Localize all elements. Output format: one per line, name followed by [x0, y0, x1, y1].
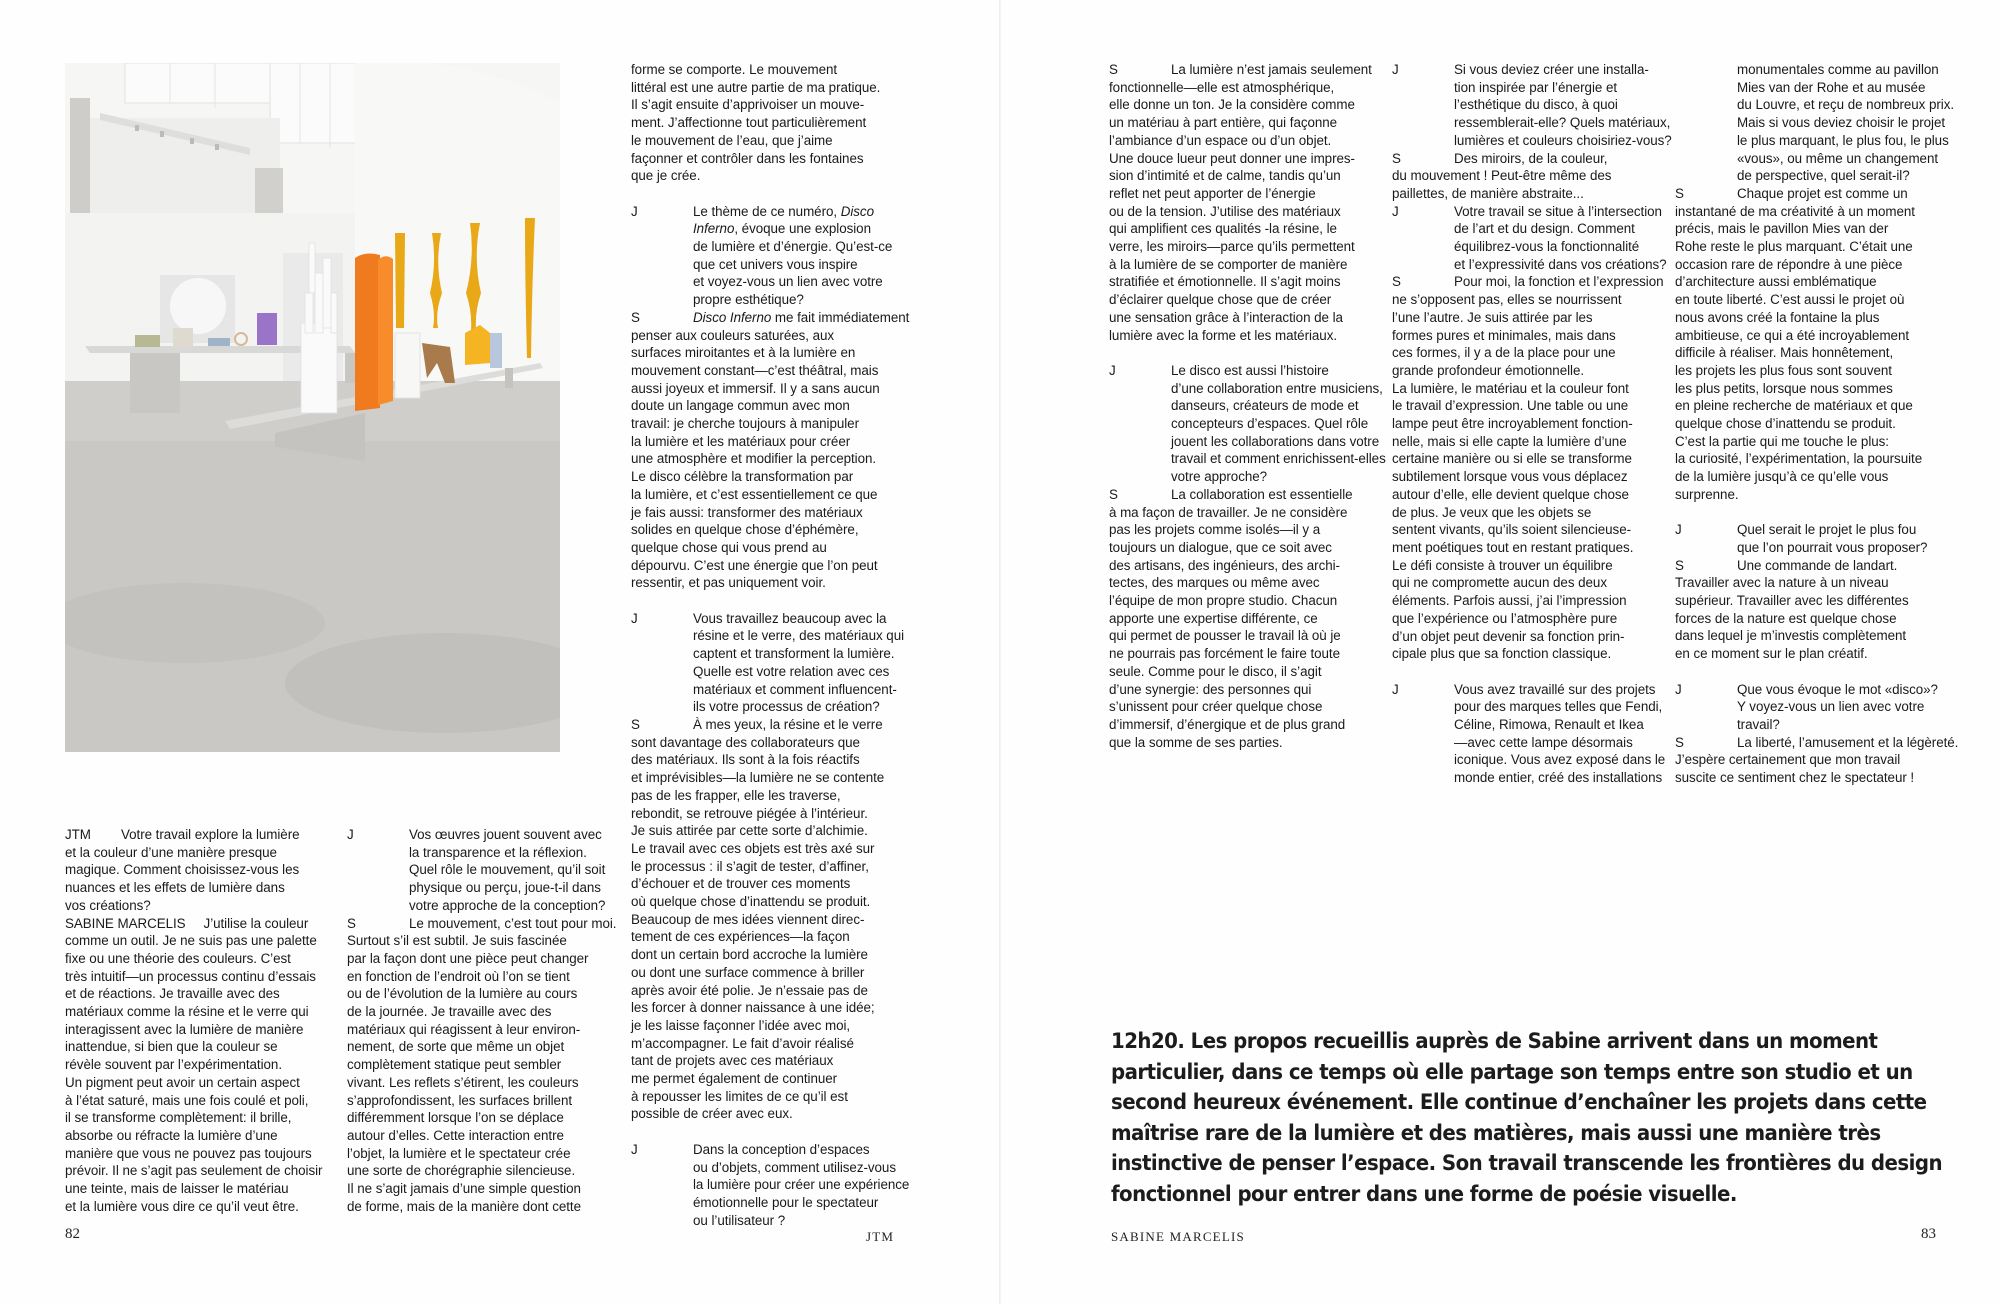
text-line: nelle, mais si elle capte la lumière d’une	[1392, 433, 1627, 449]
text-line: travail: je cherche toujours à manipuler	[631, 416, 859, 432]
speaker-line: J Quel serait le projet le plus fou	[1675, 522, 1917, 538]
text-line: forces de la nature est quelque chose	[1675, 610, 1897, 626]
text-line: très intuitif—un processus continu d’essais	[65, 968, 316, 984]
text-line: d’un objet peut devenir sa fonction prin-	[1392, 628, 1625, 644]
text-line: surfaces miroitantes et à la lumière en	[631, 345, 856, 361]
text-line: solides en quelque chose d’éphémère,	[631, 522, 859, 538]
text-line: tant de projets avec ces matériaux	[631, 1053, 834, 1069]
text-line: ment poétiques tout en restant pratiques.	[1392, 539, 1634, 555]
text-line: rebondit, se retrouve piégée à l’intérieur.	[631, 805, 868, 821]
text-line: les forcer à donner naissance à une idée;	[631, 1000, 875, 1016]
text-line: façonner et contrôler dans les fontaines	[631, 150, 864, 166]
lede-line: fonctionnel pour entrer dans une forme de poésie visuelle.	[1111, 1181, 1737, 1207]
text-line: d’une synergie: des personnes qui	[1109, 681, 1312, 697]
text-line: les plus petits, lorsque nous sommes	[1675, 380, 1893, 396]
text-line: reflet net peut apporter de l’énergie	[1109, 185, 1316, 201]
text-line: du mouvement ! Peut-être même des	[1392, 168, 1612, 184]
text-line: Beaucoup de mes idées viennent direc-	[631, 911, 865, 927]
text-line: pour des marques telles que Fendi,	[1454, 699, 1663, 715]
text-line: et voyez-vous un lien avec votre	[693, 274, 883, 290]
text-line: votre approche?	[1171, 469, 1268, 485]
text-line: différemment lorsque l’on se déplace	[347, 1110, 564, 1126]
speaker-line: J Vous travaillez beaucoup avec la	[631, 610, 887, 626]
text-line: nuances et les effets de lumière dans	[65, 880, 285, 896]
text-line: Inferno, évoque une explosion	[693, 221, 871, 237]
text-line: inattendue, si bien que la couleur se	[65, 1039, 278, 1055]
text-line: ne s’opposent pas, elles se nourrissent	[1392, 292, 1622, 308]
speaker-line: J Vos œuvres jouent souvent avec	[347, 827, 602, 842]
text-line: vivant. Les reflets s’étirent, les couleurs	[347, 1074, 579, 1090]
text-line: Le travail avec ces objets est très axé sur	[631, 840, 875, 856]
text-line: de la journée. Je travaille avec des	[347, 1004, 552, 1020]
text-line: monumentales comme au pavillon	[1737, 62, 1939, 77]
text-line: ou l’utilisateur ?	[693, 1212, 786, 1228]
text-line: ou de la tension. J’utilise des matériaux	[1109, 203, 1341, 219]
speaker-label: J	[631, 203, 638, 219]
text-line: à la lumière de se comporter de manière	[1109, 256, 1348, 272]
lede-line: maîtrise rare de la lumière et des matières, mais aussi une manière très	[1111, 1120, 1881, 1146]
text-line: une teinte, mais de laisser le matériau	[65, 1181, 289, 1197]
text-line: résine et le verre, des matériaux qui	[693, 628, 905, 644]
speaker-line: JTM Votre travail explore la lumière	[65, 827, 300, 842]
text-line: ambitieuse, ce qui a été incroyablement	[1675, 327, 1910, 343]
text-line: de lumière et d’énergie. Qu’est-ce	[693, 239, 893, 255]
text-line: qui amplifient ces qualités -la résine, le	[1109, 221, 1337, 237]
text-line: sentent vivants, qu’ils soient silencieuse-	[1392, 522, 1632, 538]
paragraph-gap	[631, 592, 921, 610]
text-line: iconique. Vous avez exposé dans le	[1454, 752, 1666, 768]
text-line: J’espère certainement que mon travail	[1675, 752, 1901, 768]
text-line: d’architecture aussi emblématique	[1675, 274, 1877, 290]
text-line: ou dont une surface commence à briller	[631, 964, 865, 980]
speaker-label: J	[1392, 62, 1399, 77]
text-line: et de réactions. Je travaille avec des	[65, 986, 280, 1002]
text-line: à l’état saturé, mais une fois coulé et poli,	[65, 1092, 309, 1108]
text-line: nement, de sorte que même un objet	[347, 1039, 565, 1055]
text-line: en ce moment sur le plan créatif.	[1675, 646, 1868, 662]
text-line: paillettes, de manière abstraite...	[1392, 185, 1584, 201]
text-line: et la lumière vous dire ce qu’il veut être.	[65, 1198, 299, 1214]
text-line: physique ou perçu, joue-t-il dans	[409, 880, 601, 896]
text-line: Le défi consiste à trouver un équilibre	[1392, 557, 1613, 573]
text-line: et imprévisibles—la lumière ne se contente	[631, 770, 885, 786]
text-line: concepteurs d’espaces. Quel rôle	[1171, 416, 1369, 432]
speaker-label: J	[631, 610, 638, 626]
text-line: Quelle est votre relation avec ces	[693, 663, 890, 679]
speaker-label: S	[1675, 557, 1684, 573]
speaker-label: S	[1392, 274, 1401, 290]
text-line: le travail d’expression. Une table ou une	[1392, 398, 1629, 414]
text-line: elle donne un ton. Je la considère comme	[1109, 97, 1355, 113]
text-line: le plus marquant, le plus fou, le plus	[1737, 132, 1949, 148]
text-line: ou d’objets, comment utilisez-vous	[693, 1159, 896, 1175]
text-line: ils votre processus de création?	[693, 699, 880, 715]
speaker-label: S	[1109, 62, 1118, 77]
text-line: interagissent avec la lumière de manière	[65, 1021, 304, 1037]
speaker-line: S Le mouvement, c’est tout pour moi.	[347, 915, 617, 931]
speaker-line: S La liberté, l’amusement et la légèreté.	[1675, 734, 1959, 750]
text-line: une sensation grâce à l’interaction de la	[1109, 309, 1343, 325]
text-line: mouvement constant—c’est théâtral, mais	[631, 362, 879, 378]
text-line: le mouvement de l’eau, que j’aime	[631, 132, 833, 148]
lede-line: 12h20. Les propos recueillis auprès de Sabine arrivent dans un moment	[1111, 1029, 1878, 1054]
text-line: monde entier, créé des installations	[1454, 770, 1663, 786]
text-line: ressemblerait-elle? Quels matériaux,	[1454, 115, 1671, 131]
text-line: de forme, mais de la manière dont cette	[347, 1198, 581, 1214]
text-line: dont un certain bord accroche la lumière	[631, 947, 868, 963]
text-line: ne pourrais pas forcément le faire toute	[1109, 646, 1340, 662]
text-line: émotionnelle pour le spectateur	[693, 1194, 879, 1210]
text-line: toujours un dialogue, que ce soit avec	[1109, 539, 1332, 555]
text-line: me permet également de continuer	[631, 1071, 838, 1087]
text-line: travail?	[1737, 716, 1780, 732]
speaker-line: J Votre travail se situe à l’intersection	[1392, 203, 1662, 219]
page-number-right: 83	[1921, 1226, 1936, 1242]
text-line: autour d’elles. Cette interaction entre	[347, 1127, 564, 1143]
text-line: sion d’intimité et de calme, tandis qu’un	[1109, 168, 1341, 184]
text-line: de perspective, quel serait-il?	[1737, 168, 1910, 184]
paragraph-gap	[1675, 663, 1965, 681]
interview-column-6	[1675, 61, 1965, 787]
text-line: instantané de ma créativité à un moment	[1675, 203, 1915, 219]
text-line: Céline, Rimowa, Renault et Ikea	[1454, 717, 1644, 732]
text-line: une atmosphère et modifier la perception.	[631, 451, 877, 467]
text-line: dépourvu. C’est une énergie que l’on peut	[631, 557, 878, 573]
text-line: Je suis attirée par cette sorte d’alchimie.	[631, 823, 868, 839]
text-line: de l’art et du design. Comment	[1454, 221, 1635, 237]
text-line: l’esthétique du disco, à quoi	[1454, 97, 1618, 113]
text-line: sont davantage des collaborateurs que	[631, 734, 860, 750]
text-line: l’objet, la lumière et le spectateur crée	[347, 1145, 571, 1161]
speaker-label: S	[1675, 185, 1684, 201]
speaker-label: J	[1392, 681, 1399, 697]
text-line: il se transforme complètement: il brille,	[65, 1110, 292, 1126]
text-line: doute un langage commun avec mon	[631, 398, 850, 414]
text-line: Mais si vous deviez choisir le projet	[1737, 115, 1946, 131]
text-line: nous avons créé la fontaine la plus	[1675, 309, 1880, 325]
right-page	[1001, 0, 2000, 1304]
text-line: penser aux couleurs saturées, aux	[631, 327, 835, 343]
interview-column-5	[1392, 61, 1672, 787]
text-line: un matériau à part entière, qui façonne	[1109, 115, 1338, 131]
speaker-label: SABINE MARCELIS	[65, 915, 186, 931]
text-line: Un pigment peut avoir un certain aspect	[65, 1074, 300, 1090]
text-line: C’est la partie qui me touche le plus:	[1675, 433, 1889, 449]
speaker-label: JTM	[65, 827, 91, 842]
text-line: certaine manière ou si elle se transforme	[1392, 451, 1632, 467]
text-line: que l’expérience ou l’atmosphère pure	[1392, 610, 1618, 626]
text-line: matériaux qui réagissent à leur environ-	[347, 1021, 581, 1037]
text-line: verre, les miroirs—parce qu’ils permettent	[1109, 239, 1355, 255]
text-line: des artisans, des ingénieurs, des archi-	[1109, 557, 1340, 573]
speaker-label: S	[631, 309, 640, 325]
text-line: autour d’elle, elle devient quelque chose	[1392, 486, 1629, 502]
running-head-left: JTM	[866, 1229, 895, 1244]
running-head-right: SABINE MARCELIS	[1111, 1229, 1245, 1244]
speaker-line: S Disco Inferno me fait immédiatement	[631, 309, 910, 325]
text-line: fixe ou une théorie des couleurs. C’est	[65, 950, 291, 966]
text-line: lumière avec la forme et les matériaux.	[1109, 327, 1338, 343]
text-line: s’unissent pour créer quelque chose	[1109, 699, 1323, 715]
text-line: pas les projets comme isolés—il y a	[1109, 522, 1321, 538]
text-line: lumières et couleurs choisiriez-vous?	[1454, 132, 1672, 148]
text-line: et l’expressivité dans vos créations?	[1454, 256, 1667, 272]
text-line: apporte une expertise différente, ce	[1109, 610, 1318, 626]
text-line: —avec cette lampe désormais	[1454, 734, 1633, 750]
interview-column-3	[631, 61, 921, 1229]
page-number-left: 82	[65, 1226, 80, 1242]
text-line: Il ne s’agit jamais d’une simple question	[347, 1181, 581, 1197]
text-line: d’une collaboration entre musiciens,	[1171, 380, 1383, 396]
paragraph-gap	[1109, 344, 1389, 362]
text-line: en pleine recherche de matériaux et que	[1675, 398, 1913, 414]
speaker-line: J Si vous deviez créer une installa-	[1392, 62, 1649, 77]
speaker-line: J Que vous évoque le mot «disco»?	[1675, 681, 1938, 697]
paragraph-gap	[1392, 663, 1672, 681]
text-line: l’ambiance d’un espace ou d’un objet.	[1109, 132, 1332, 148]
text-line: en toute liberté. C’est aussi le projet où	[1675, 292, 1905, 308]
text-line: complètement statique peut sembler	[347, 1057, 562, 1073]
speaker-label: S	[1675, 734, 1684, 750]
text-line: captent et transforment la lumière.	[693, 646, 895, 662]
text-line: de la lumière jusqu’à ce qu’elle vous	[1675, 469, 1889, 485]
speaker-label: S	[1392, 150, 1401, 166]
text-line: que je crée.	[631, 168, 701, 184]
text-line: occasion rare de répondre à une pièce	[1675, 256, 1903, 272]
text-line: grande profondeur émotionnelle.	[1392, 362, 1585, 378]
speaker-label: J	[1109, 362, 1116, 378]
speaker-line: J Dans la conception d’espaces	[631, 1141, 870, 1157]
text-line: d’immersif, d’énergique et de plus grand	[1109, 717, 1346, 732]
text-line: une sorte de chorégraphie silencieuse.	[347, 1163, 576, 1179]
text-line: propre esthétique?	[693, 292, 804, 308]
paragraph-gap	[631, 1123, 921, 1141]
text-line: «vous», ou même un changement	[1737, 150, 1939, 166]
text-line: Une douce lueur peut donner une impres-	[1109, 150, 1355, 166]
text-line: Quel rôle le mouvement, qu’il soit	[409, 862, 606, 878]
text-line: que cet univers vous inspire	[693, 256, 858, 272]
lede-line: particulier, dans ce temps où elle partage son temps entre son studio et un	[1111, 1059, 1913, 1085]
text-line: pas de les frapper, elle les traverse,	[631, 787, 841, 803]
text-line: le processus : il s’agit de tester, d’affiner,	[631, 858, 869, 874]
text-line: je les laisse façonner l’idée avec moi,	[631, 1017, 851, 1033]
lede-paragraph	[1111, 1027, 1942, 1211]
text-line: que l’on pourrait vous proposer?	[1737, 539, 1928, 555]
text-line: les projets les plus fous sont souvent	[1675, 362, 1892, 378]
text-line: à repousser les limites de ce qu’il est	[631, 1088, 848, 1104]
interview-column-1	[65, 826, 335, 1215]
text-line: votre approche de la conception?	[409, 897, 606, 913]
text-line: fonctionnelle—elle est atmosphérique,	[1109, 79, 1335, 95]
speaker-line: S Des miroirs, de la couleur,	[1392, 150, 1608, 166]
text-line: où quelque chose d’inattendu se produit.	[631, 894, 871, 910]
text-line: la lumière et les matériaux pour créer	[631, 433, 851, 449]
text-line: après avoir été polie. Je n’essaie pas de	[631, 982, 868, 998]
text-line: vos créations?	[65, 897, 151, 913]
speaker-line: J Vous avez travaillé sur des projets	[1392, 681, 1656, 697]
text-line: révèle souvent par l’expérimentation.	[65, 1057, 282, 1073]
text-line: ment. J’affectionne tout particulièrement	[631, 115, 867, 131]
paragraph-gap	[1675, 504, 1965, 522]
text-line: des matériaux. Ils sont à la fois réactifs	[631, 752, 860, 768]
speaker-line: S Pour moi, la fonction et l’expression	[1392, 274, 1664, 290]
text-line: de plus. Je veux que les objets se	[1392, 504, 1592, 520]
text-line: et la couleur d’une manière presque	[65, 844, 277, 860]
text-line: en fonction de l’endroit où l’on se tient	[347, 968, 570, 984]
speaker-line: SABINE MARCELIS J’utilise la couleur	[65, 915, 309, 931]
text-line: la curiosité, l’expérimentation, la poursuite	[1675, 451, 1923, 467]
speaker-label: J	[1392, 203, 1399, 219]
text-line: à ma façon de travailler. Je ne considère	[1109, 504, 1348, 520]
text-line: qui permet de pousser le travail là où je	[1109, 628, 1341, 644]
text-line: forme se comporte. Le mouvement	[631, 62, 838, 77]
speaker-line: S Chaque projet est comme un	[1675, 185, 1908, 201]
text-line: travail et comment enrichissent-elles	[1171, 451, 1386, 467]
text-line: je fais aussi: transformer des matériaux	[631, 504, 863, 520]
text-line: s’approfondissent, les surfaces brillent	[347, 1092, 573, 1108]
text-line: par la façon dont une pièce peut changer	[347, 950, 589, 966]
text-line: magique. Comment choisissez-vous les	[65, 862, 300, 878]
text-line: du Louvre, et reçu de nombreux prix.	[1737, 97, 1955, 113]
text-line: prévoir. Il ne s’agit pas seulement de choisir	[65, 1163, 323, 1179]
left-page	[0, 0, 999, 1304]
text-line: Le disco célèbre la transformation par	[631, 469, 854, 485]
text-line: ou de l’évolution de la lumière au cours	[347, 986, 578, 1002]
text-line: cipale plus que sa fonction classique.	[1392, 646, 1612, 662]
lede-line: instinctive de penser l’espace. Son travail transcende les frontières du design	[1111, 1151, 1942, 1177]
speaker-line: J Le thème de ce numéro, Disco	[631, 203, 874, 219]
text-line: que la somme de ses parties.	[1109, 734, 1283, 750]
text-line: surprenne.	[1675, 486, 1739, 502]
text-line: tion inspirée par l’énergie et	[1454, 79, 1618, 95]
text-line: Mies van der Rohe et au musée	[1737, 79, 1926, 95]
text-line: matériaux comme la résine et le verre qui	[65, 1004, 309, 1020]
text-line: Travailler avec la nature à un niveau	[1675, 575, 1889, 591]
text-line: aussi joyeux et immersif. Il y a sans aucun	[631, 380, 880, 396]
speaker-line: S Une commande de landart.	[1675, 557, 1898, 573]
interview-column-2	[347, 826, 617, 1215]
speaker-label: J	[1675, 681, 1682, 697]
text-line: éléments. Parfois aussi, j’ai l’impression	[1392, 593, 1627, 609]
text-line: Rohe reste le plus marquant. C’était une	[1675, 239, 1913, 255]
text-line: manière que vous ne pouvez pas toujours	[65, 1145, 312, 1161]
text-line: d’éclairer quelque chose que de créer	[1109, 292, 1332, 308]
text-line: la lumière pour créer une expérience	[693, 1177, 910, 1193]
text-line: équilibrez-vous la fonctionnalité	[1454, 239, 1640, 255]
text-line: La lumière, le matériau et la couleur font	[1392, 380, 1629, 396]
text-line: tectes, des marques ou même avec	[1109, 575, 1320, 591]
speaker-line: S La collaboration est essentielle	[1109, 486, 1353, 502]
text-line: ces formes, il y a de la place pour une	[1392, 345, 1616, 361]
text-line: comme un outil. Je ne suis pas une palette	[65, 933, 317, 949]
text-line: formes pures et minimales, mais dans	[1392, 327, 1616, 343]
text-line: la transparence et la réflexion.	[409, 844, 587, 860]
speaker-line: S La lumière n’est jamais seulement	[1109, 62, 1372, 77]
text-line: lampe peut être incroyablement fonction-	[1392, 416, 1633, 432]
text-line: Surtout s’il est subtil. Je suis fascinée	[347, 933, 567, 949]
text-line: Il s’agit ensuite d’apprivoiser un mouve-	[631, 97, 865, 113]
speaker-label: S	[1109, 486, 1118, 502]
text-line: m’accompagner. Le fait d’avoir réalisé	[631, 1035, 854, 1051]
speaker-label: J	[1675, 522, 1682, 538]
speaker-line: J Le disco est aussi l’histoire	[1109, 362, 1329, 378]
speaker-label: J	[347, 827, 354, 842]
text-line: qui ne compromette aucun des deux	[1392, 575, 1607, 591]
speaker-label: J	[631, 1141, 638, 1157]
interview-column-4	[1109, 61, 1389, 751]
text-line: quelque chose d’inattendu se produit.	[1675, 416, 1896, 432]
text-line: seule. Comme pour le disco, il s’agit	[1109, 663, 1322, 679]
speaker-label: S	[631, 716, 640, 732]
text-line: subtilement lorsque vous vous déplacez	[1392, 469, 1628, 485]
text-line: tement de ces expériences—la façon	[631, 929, 850, 945]
text-line: possible de créer avec eux.	[631, 1106, 793, 1122]
text-line: absorbe ou réfracte la lumière d’une	[65, 1127, 278, 1143]
text-line: matériaux et comment influencent-	[693, 681, 897, 697]
text-line: supérieur. Travailler avec les différentes	[1675, 593, 1909, 609]
paragraph-gap	[631, 185, 921, 203]
text-line: suscite ce sentiment chez le spectateur !	[1675, 770, 1915, 786]
text-line: quelque chose qui vous prend au	[631, 539, 827, 555]
installation-photo	[65, 63, 560, 752]
text-line: précis, mais le pavillon Mies van der	[1675, 221, 1889, 237]
text-line: Y voyez-vous un lien avec votre	[1737, 699, 1925, 715]
text-line: littéral est une autre partie de ma pratique.	[631, 79, 881, 95]
speaker-label: S	[347, 915, 356, 931]
speaker-line: S À mes yeux, la résine et le verre	[631, 716, 883, 732]
text-line: d’échouer et de trouver ces moments	[631, 876, 851, 892]
text-line: jouent les collaborations dans votre	[1171, 433, 1380, 449]
lede-line: second heureux événement. Elle continue d’enchaîner les projets dans cette	[1111, 1090, 1927, 1116]
text-line: l’équipe de mon propre studio. Chacun	[1109, 593, 1338, 609]
text-line: ressentir, et pas uniquement voir.	[631, 575, 826, 591]
text-line: danseurs, créateurs de mode et	[1171, 398, 1359, 414]
text-line: l’une l’autre. Je suis attirée par les	[1392, 309, 1593, 325]
text-line: dans lequel je m’investis complètement	[1675, 628, 1907, 644]
text-line: la lumière, et c’est essentiellement ce que	[631, 486, 878, 502]
text-line: difficile à réaliser. Mais honnêtement,	[1675, 345, 1894, 361]
text-line: stratifiée et émotionnelle. Il s’agit moins	[1109, 274, 1341, 290]
